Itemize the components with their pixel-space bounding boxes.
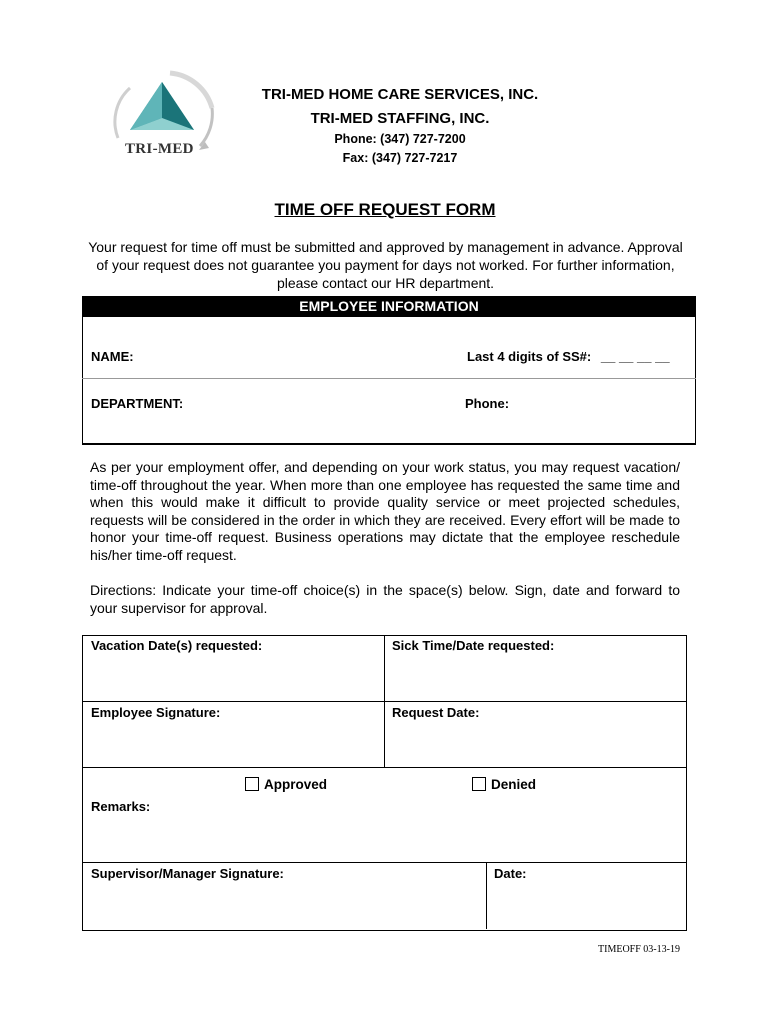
ss-field[interactable] [467,349,670,364]
employee-info-divider [82,378,696,379]
vacation-dates-label: Vacation Date(s) requested: [91,638,263,653]
logo-text: TRI-MED [125,141,194,157]
sick-time-label: Sick Time/Date requested: [392,638,555,653]
company-name-1: TRI-MED HOME CARE SERVICES, INC. [261,86,539,103]
form-title: TIME OFF REQUEST FORM [274,200,496,219]
supervisor-date-label: Date: [494,866,527,881]
remarks-label: Remarks: [91,799,151,814]
department-label: DEPARTMENT: [91,396,184,411]
form-code: TIMEOFF 03-13-19 [598,944,680,955]
table-divider-vertical-2 [486,862,487,929]
table-divider-row-3 [82,862,686,863]
company-name-2: TRI-MED STAFFING, INC. [310,110,490,127]
phone-label: Phone: [465,396,510,411]
approved-label: Approved [264,777,328,792]
company-fax: Fax: (347) 727-7217 [342,151,458,165]
ss-label: Last 4 digits of SS#: [467,349,592,364]
employee-signature-label: Employee Signature: [91,705,221,720]
intro-text: Your request for time off must be submitted and approved by management in advance. Approval of your request does not guarantee you payment for days not worked. For further information, please contact our HR department. [88,239,683,291]
request-date-label: Request Date: [392,705,480,720]
table-divider-row-2 [82,767,686,768]
table-divider-row-1 [82,701,686,702]
denied-label: Denied [491,777,537,792]
policy-paragraph: As per your employment offer, and depending on your work status, you may request vacation/ time-off throughout the year. When more than one employee has requested the same time and when this would make it difficult to provide quality service or meet projected schedules, requests will be considered in the order in which they are received. Every effort will be made to honor your time-off request. Business operations may dictate that the employee reschedule his/her time-off request. [90,459,680,563]
approved-checkbox[interactable] [245,777,259,791]
supervisor-signature-label: Supervisor/Manager Signature: [91,866,284,881]
company-phone: Phone: (347) 727-7200 [334,132,466,146]
employee-info-header: EMPLOYEE INFORMATION [82,296,696,317]
employee-info-bottom-border [82,443,696,445]
employee-info-box [82,317,696,444]
directions-paragraph: Directions: Indicate your time-off choice(s) in the space(s) below. Sign, date and forward to your supervisor for approval. [90,582,680,616]
denied-checkbox[interactable] [472,777,486,791]
ss-blanks: __ __ __ __ [600,349,670,364]
name-label: NAME: [91,349,134,364]
